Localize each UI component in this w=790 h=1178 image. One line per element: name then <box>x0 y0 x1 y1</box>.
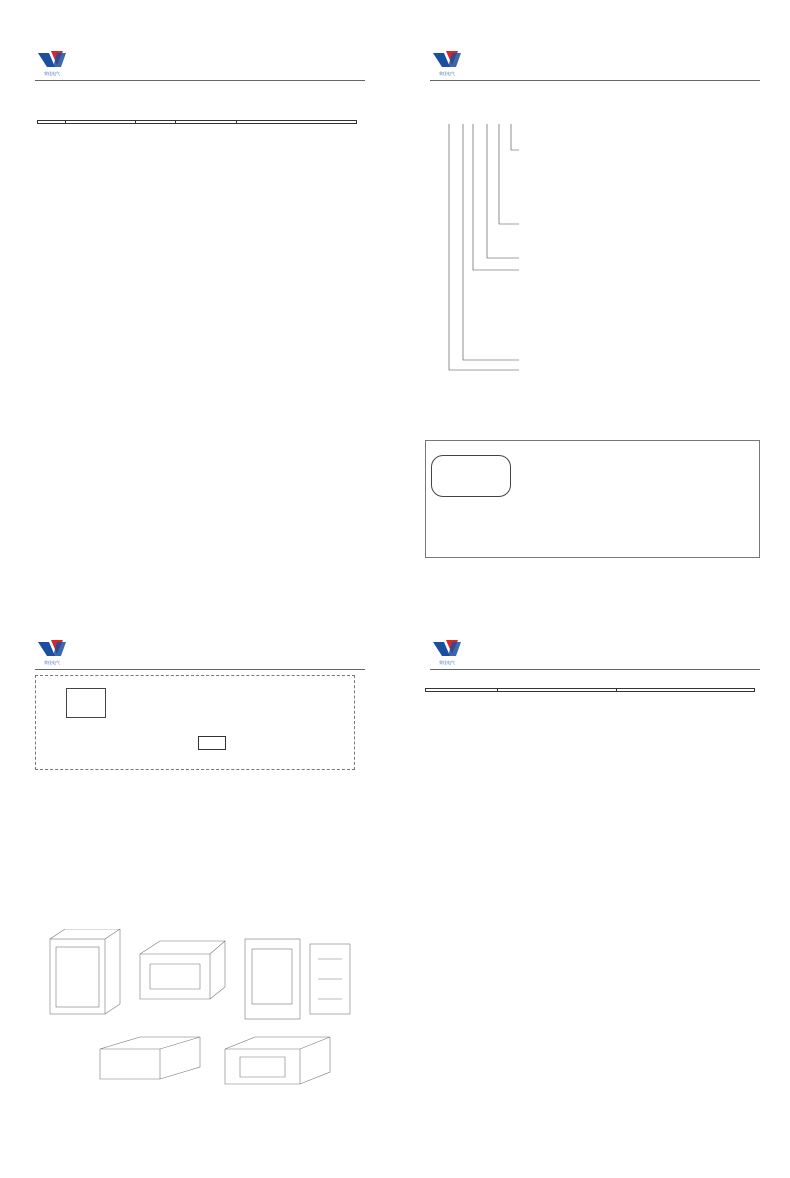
relay-block <box>66 688 106 718</box>
table-header-row <box>38 121 357 124</box>
table-header-row <box>426 689 755 692</box>
install-drawings <box>40 929 360 1109</box>
col-header <box>237 121 357 124</box>
col-header <box>426 689 498 692</box>
display-window <box>431 455 511 497</box>
fault-table <box>425 688 755 692</box>
page-5 <box>0 589 395 1178</box>
svg-text:荣佳电气: 荣佳电气 <box>44 71 60 76</box>
page-header <box>430 634 760 670</box>
col-header <box>497 689 617 692</box>
model-bracket-lines <box>429 124 519 384</box>
col-header <box>65 121 135 124</box>
col-header <box>135 121 175 124</box>
svg-text:荣佳电气: 荣佳电气 <box>44 660 60 665</box>
page-header <box>35 45 365 81</box>
page-header <box>35 634 365 670</box>
svg-text:荣佳电气: 荣佳电气 <box>439 71 455 76</box>
col-header <box>38 121 66 124</box>
company-logo-icon <box>35 636 69 666</box>
page-header <box>430 45 760 81</box>
terminal-diagram <box>35 675 355 770</box>
col-header <box>175 121 237 124</box>
page-6 <box>395 589 790 1178</box>
company-logo-icon <box>430 636 464 666</box>
company-logo-icon <box>35 47 69 77</box>
wiring-diagram <box>425 440 760 558</box>
col-header <box>617 689 755 692</box>
company-logo-icon <box>430 47 464 77</box>
page-3 <box>0 0 395 589</box>
db15-box <box>198 736 226 750</box>
page-4 <box>395 0 790 589</box>
svg-text:荣佳电气: 荣佳电气 <box>439 660 455 665</box>
param-table <box>37 120 357 124</box>
